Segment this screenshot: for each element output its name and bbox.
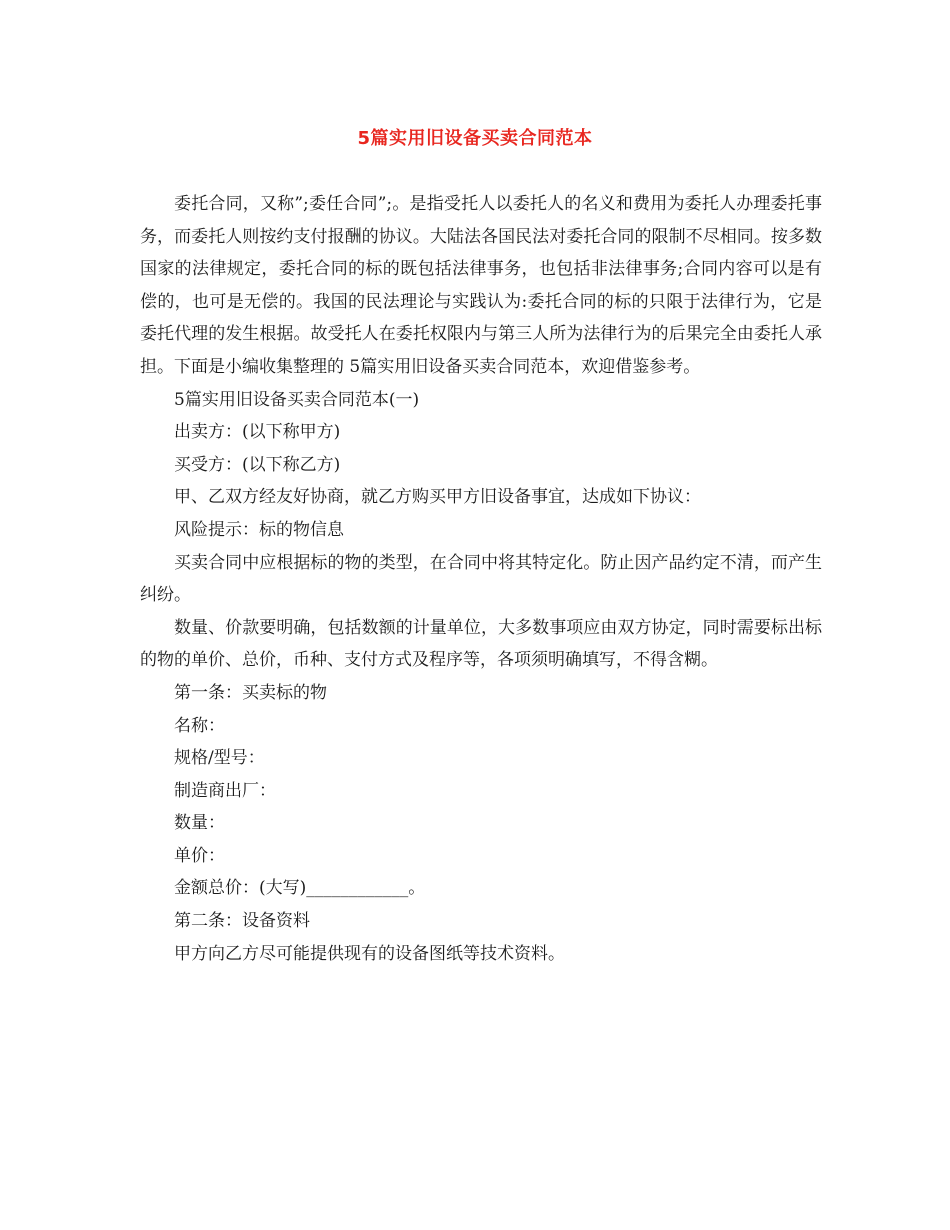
seller-line: 出卖方：(以下称甲方) [174,422,341,443]
field-unit-price: 单价： [174,845,225,866]
field-name: 名称： [174,715,225,736]
intro-paragraph: 委托合同，又称”;委任合同”;。是指受托人以委托人的名义和费用为委托人办理委托事务，而委托人则按约支付报酬的协议。大陆法各国民法对委托合同的限制不尽相同。按多数国家的法律规定，委托合同的标的既包括法律事务，也包括非法律事务;合同内容可以是有偿的，也可是无偿的。我国的民法理论与实践认为:委托合同的标的只限于法律行为，它是委托代理的发生根据。故受托人在委托权限内与第三人所为法律行为的后果完全由委托人承担。下面是小编收集整理的 5篇实用旧设备买卖合同范本，欢迎借鉴参考。 [140,194,822,377]
field-model: 规格/型号： [174,748,265,769]
risk-paragraph-2: 数量、价款要明确，包括数额的计量单位，大多数事项应由双方协定，同时需要标出标的物的单价、总价，币种、支付方式及程序等，各项须明确填写，不得含糊。 [140,617,822,671]
agreement-line: 甲、乙双方经友好协商，就乙方购买甲方旧设备事宜，达成如下协议： [174,487,701,508]
article-2-paragraph: 甲方向乙方尽可能提供现有的设备图纸等技术资料。 [174,943,565,964]
risk-paragraph-1: 买卖合同中应根据标的物的类型，在合同中将其特定化。防止因产品约定不清，而产生纠纷。 [140,552,822,606]
field-quantity: 数量： [174,813,225,834]
risk-notice: 风险提示：标的物信息 [174,519,344,540]
article-2-heading: 第二条：设备资料 [174,911,310,932]
document-title: 5篇实用旧设备买卖合同范本 [357,128,593,149]
field-manufacturer: 制造商出厂： [174,780,276,801]
document-body [140,188,822,970]
field-total-amount: 金额总价：(大写)____________。 [174,878,426,899]
buyer-line: 买受方：(以下称乙方) [174,454,341,475]
contract-heading: 5篇实用旧设备买卖合同范本(一) [174,389,420,410]
article-1-heading: 第一条：买卖标的物 [174,682,327,703]
